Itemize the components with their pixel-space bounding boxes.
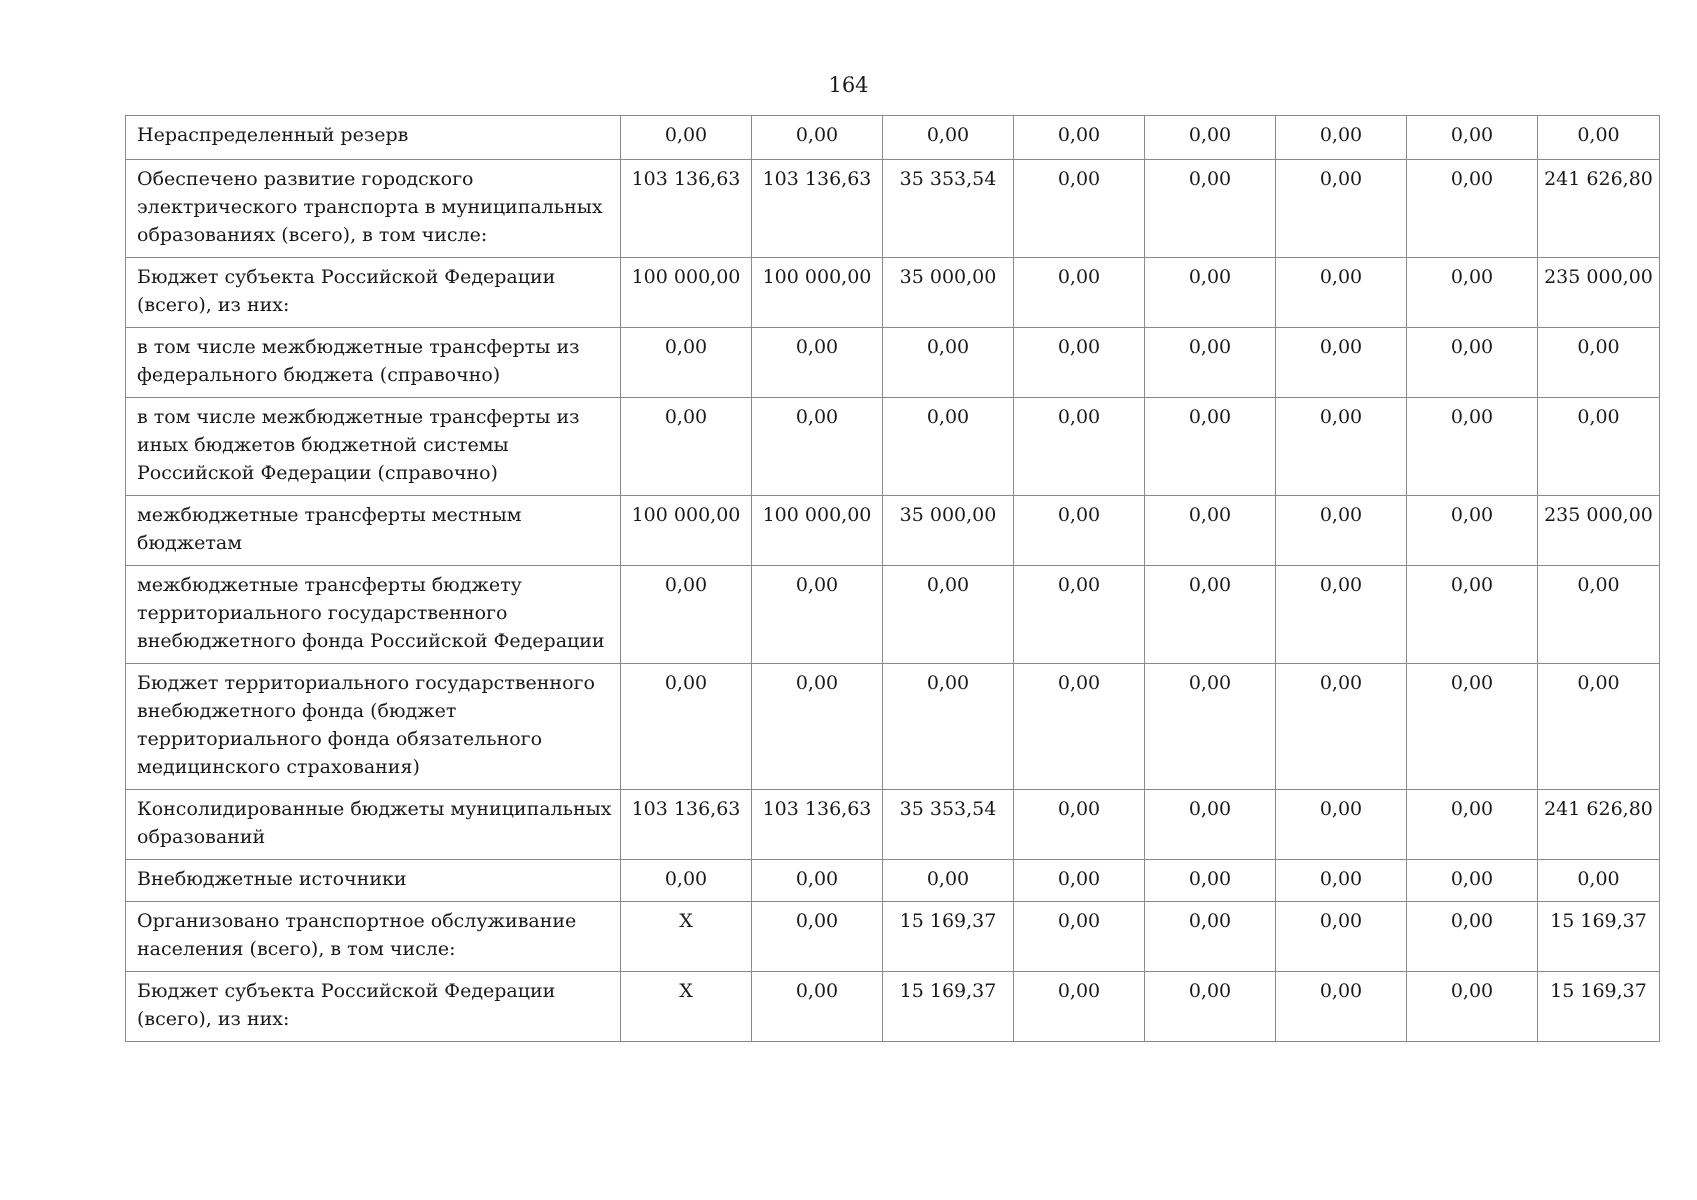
value-cell: 35 353,54 bbox=[883, 790, 1014, 860]
value-cell: 0,00 bbox=[1538, 328, 1660, 398]
value-cell: 100 000,00 bbox=[752, 496, 883, 566]
row-label: Бюджет субъекта Российской Федерации (всего), из них: bbox=[126, 258, 621, 328]
table-row bbox=[126, 902, 1660, 972]
value-cell: 0,00 bbox=[621, 566, 752, 664]
value-cell: 103 136,63 bbox=[621, 790, 752, 860]
value-cell: 0,00 bbox=[752, 116, 883, 160]
value-cell: 235 000,00 bbox=[1538, 496, 1660, 566]
value-cell: 0,00 bbox=[621, 664, 752, 790]
value-cell: 0,00 bbox=[1276, 160, 1407, 258]
value-cell: 0,00 bbox=[1407, 566, 1538, 664]
value-cell: 0,00 bbox=[1014, 566, 1145, 664]
value-cell: 0,00 bbox=[1014, 398, 1145, 496]
row-label: Нераспределенный резерв bbox=[126, 116, 621, 160]
row-label: Организовано транспортное обслуживание населения (всего), в том числе: bbox=[126, 902, 621, 972]
value-cell: 0,00 bbox=[1145, 860, 1276, 902]
value-cell: 100 000,00 bbox=[621, 258, 752, 328]
row-label: Бюджет субъекта Российской Федерации (всего), из них: bbox=[126, 972, 621, 1042]
value-cell: 103 136,63 bbox=[752, 790, 883, 860]
value-cell: 0,00 bbox=[1145, 496, 1276, 566]
value-cell: 0,00 bbox=[1145, 116, 1276, 160]
value-cell: 0,00 bbox=[1407, 902, 1538, 972]
value-cell: 0,00 bbox=[1145, 664, 1276, 790]
value-cell: 0,00 bbox=[1014, 496, 1145, 566]
value-cell: 0,00 bbox=[752, 972, 883, 1042]
value-cell: 241 626,80 bbox=[1538, 160, 1660, 258]
value-cell: 0,00 bbox=[1276, 566, 1407, 664]
row-label: Консолидированные бюджеты муниципальных образований bbox=[126, 790, 621, 860]
value-cell: 0,00 bbox=[1276, 258, 1407, 328]
value-cell: 235 000,00 bbox=[1538, 258, 1660, 328]
value-cell: 0,00 bbox=[1145, 902, 1276, 972]
value-cell: 0,00 bbox=[1145, 160, 1276, 258]
value-cell: 0,00 bbox=[1407, 398, 1538, 496]
value-cell: 0,00 bbox=[752, 398, 883, 496]
table-row bbox=[126, 398, 1660, 496]
value-cell: 0,00 bbox=[1014, 664, 1145, 790]
value-cell: 35 353,54 bbox=[883, 160, 1014, 258]
table-row bbox=[126, 258, 1660, 328]
value-cell: 0,00 bbox=[621, 398, 752, 496]
value-cell: 0,00 bbox=[883, 398, 1014, 496]
value-cell: 241 626,80 bbox=[1538, 790, 1660, 860]
value-cell: 0,00 bbox=[1407, 496, 1538, 566]
value-cell: 100 000,00 bbox=[752, 258, 883, 328]
table-row bbox=[126, 790, 1660, 860]
value-cell: 0,00 bbox=[1538, 116, 1660, 160]
value-cell: 35 000,00 bbox=[883, 258, 1014, 328]
value-cell: 0,00 bbox=[1014, 790, 1145, 860]
value-cell: 0,00 bbox=[1276, 116, 1407, 160]
value-cell: 0,00 bbox=[1538, 860, 1660, 902]
row-label: межбюджетные трансферты бюджету территориального государственного внебюджетного фонда Российской Федерации bbox=[126, 566, 621, 664]
value-cell: 0,00 bbox=[1276, 902, 1407, 972]
table-row bbox=[126, 664, 1660, 790]
value-cell: 0,00 bbox=[1276, 790, 1407, 860]
value-cell: X bbox=[621, 902, 752, 972]
value-cell: 0,00 bbox=[1145, 972, 1276, 1042]
value-cell: 0,00 bbox=[1145, 790, 1276, 860]
value-cell: 0,00 bbox=[1407, 116, 1538, 160]
table-row bbox=[126, 160, 1660, 258]
value-cell: 0,00 bbox=[1538, 566, 1660, 664]
value-cell: 0,00 bbox=[752, 328, 883, 398]
table-row bbox=[126, 860, 1660, 902]
value-cell: 0,00 bbox=[1276, 398, 1407, 496]
value-cell: 0,00 bbox=[883, 860, 1014, 902]
value-cell: 0,00 bbox=[1407, 160, 1538, 258]
value-cell: 0,00 bbox=[1145, 328, 1276, 398]
value-cell: 0,00 bbox=[1407, 258, 1538, 328]
value-cell: 100 000,00 bbox=[621, 496, 752, 566]
table-row bbox=[126, 116, 1660, 160]
value-cell: X bbox=[621, 972, 752, 1042]
value-cell: 35 000,00 bbox=[883, 496, 1014, 566]
value-cell: 0,00 bbox=[1014, 160, 1145, 258]
value-cell: 0,00 bbox=[883, 116, 1014, 160]
row-label: в том числе межбюджетные трансферты из федерального бюджета (справочно) bbox=[126, 328, 621, 398]
row-label: Бюджет территориального государственного внебюджетного фонда (бюджет территориального фонда обязательного медицинского страхования) bbox=[126, 664, 621, 790]
value-cell: 0,00 bbox=[1407, 664, 1538, 790]
value-cell: 103 136,63 bbox=[752, 160, 883, 258]
value-cell: 15 169,37 bbox=[883, 902, 1014, 972]
value-cell: 0,00 bbox=[1407, 972, 1538, 1042]
budget-table bbox=[125, 115, 1660, 1042]
value-cell: 0,00 bbox=[1407, 328, 1538, 398]
value-cell: 0,00 bbox=[1407, 790, 1538, 860]
value-cell: 0,00 bbox=[1407, 860, 1538, 902]
table-row bbox=[126, 972, 1660, 1042]
page-number: 164 bbox=[828, 73, 869, 97]
value-cell: 0,00 bbox=[1014, 902, 1145, 972]
value-cell: 15 169,37 bbox=[1538, 902, 1660, 972]
value-cell: 0,00 bbox=[883, 328, 1014, 398]
value-cell: 0,00 bbox=[883, 566, 1014, 664]
value-cell: 0,00 bbox=[1538, 664, 1660, 790]
budget-table-body bbox=[126, 116, 1660, 1042]
value-cell: 15 169,37 bbox=[1538, 972, 1660, 1042]
value-cell: 0,00 bbox=[1276, 972, 1407, 1042]
value-cell: 0,00 bbox=[1014, 328, 1145, 398]
value-cell: 0,00 bbox=[1014, 116, 1145, 160]
table-row bbox=[126, 328, 1660, 398]
row-label: Внебюджетные источники bbox=[126, 860, 621, 902]
value-cell: 0,00 bbox=[752, 664, 883, 790]
table-row bbox=[126, 566, 1660, 664]
value-cell: 0,00 bbox=[1014, 972, 1145, 1042]
value-cell: 0,00 bbox=[1014, 258, 1145, 328]
value-cell: 0,00 bbox=[752, 902, 883, 972]
value-cell: 0,00 bbox=[1538, 398, 1660, 496]
value-cell: 103 136,63 bbox=[621, 160, 752, 258]
value-cell: 0,00 bbox=[621, 860, 752, 902]
value-cell: 0,00 bbox=[1145, 398, 1276, 496]
value-cell: 0,00 bbox=[752, 860, 883, 902]
row-label: Обеспечено развитие городского электрического транспорта в муниципальных образованиях (всего), в том числе: bbox=[126, 160, 621, 258]
value-cell: 0,00 bbox=[1276, 496, 1407, 566]
value-cell: 0,00 bbox=[883, 664, 1014, 790]
value-cell: 0,00 bbox=[1145, 566, 1276, 664]
value-cell: 0,00 bbox=[621, 116, 752, 160]
value-cell: 15 169,37 bbox=[883, 972, 1014, 1042]
table-row bbox=[126, 496, 1660, 566]
value-cell: 0,00 bbox=[621, 328, 752, 398]
row-label: межбюджетные трансферты местным бюджетам bbox=[126, 496, 621, 566]
value-cell: 0,00 bbox=[1276, 860, 1407, 902]
value-cell: 0,00 bbox=[1014, 860, 1145, 902]
value-cell: 0,00 bbox=[1276, 328, 1407, 398]
row-label: в том числе межбюджетные трансферты из иных бюджетов бюджетной системы Российской Федерации (справочно) bbox=[126, 398, 621, 496]
value-cell: 0,00 bbox=[1145, 258, 1276, 328]
value-cell: 0,00 bbox=[752, 566, 883, 664]
value-cell: 0,00 bbox=[1276, 664, 1407, 790]
